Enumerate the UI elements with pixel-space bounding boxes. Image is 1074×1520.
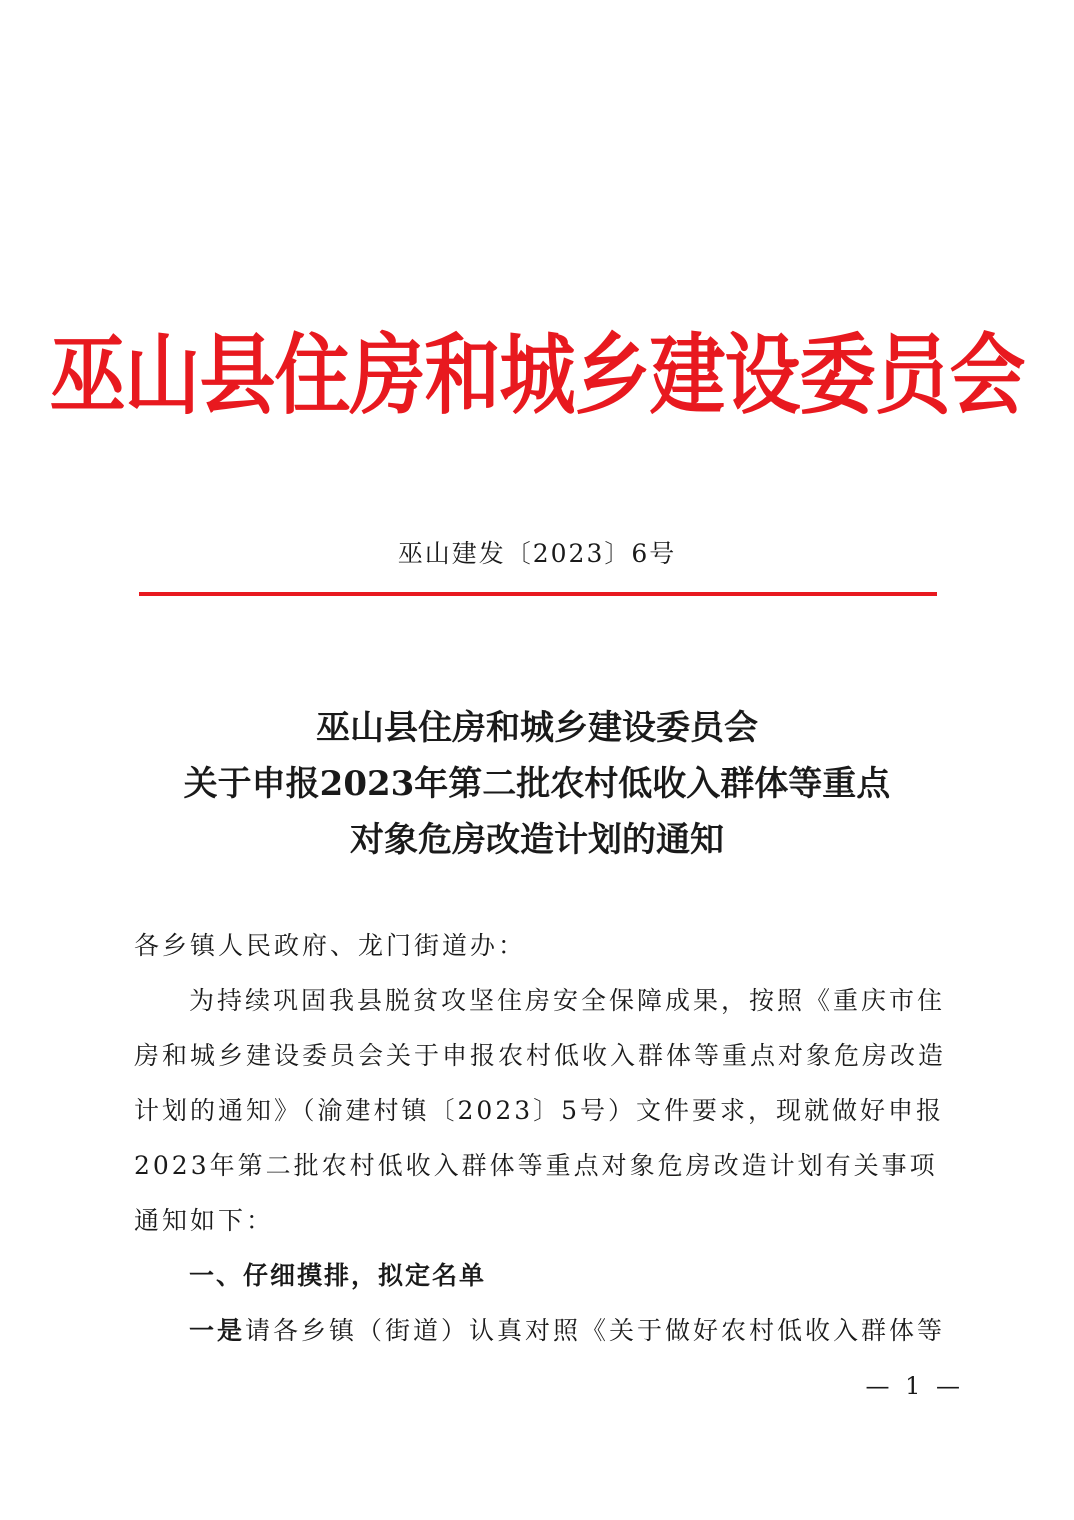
red-divider-line <box>139 592 937 596</box>
body-paragraph-1: 为持续巩固我县脱贫攻坚住房安全保障成果，按照《重庆市住房和城乡建设委员会关于申报农村低收入群体等重点对象危房改造计划的通知》（渝建村镇〔2023〕5号）文件要求，现就做好申报2023年第二批农村低收入群体等重点对象危房改造计划有关事项通知如下： <box>134 986 947 1235</box>
masthead-org-name: 巫山县住房和城乡建设委员会 <box>49 323 1025 427</box>
title-line-1: 巫山县住房和城乡建设委员会 <box>316 708 758 748</box>
document-body <box>134 918 962 1358</box>
document-title <box>100 700 974 868</box>
item-1-lead: 一是 <box>189 1316 246 1345</box>
title-line-2: 关于申报2023年第二批农村低收入群体等重点 <box>183 764 891 804</box>
section-1-heading: 一、仔细摸排，拟定名单 <box>189 1261 487 1290</box>
page-number: — 1 — <box>865 1372 964 1400</box>
document-number: 巫山建发〔2023〕6号 <box>397 539 677 568</box>
item-1-text: 请各乡镇（街道）认真对照《关于做好农村低收入群体等 <box>245 1316 946 1345</box>
salutation: 各乡镇人民政府、龙门街道办： <box>134 931 527 960</box>
title-line-3: 对象危房改造计划的通知 <box>350 820 724 860</box>
body-item-1 <box>134 1303 962 1358</box>
